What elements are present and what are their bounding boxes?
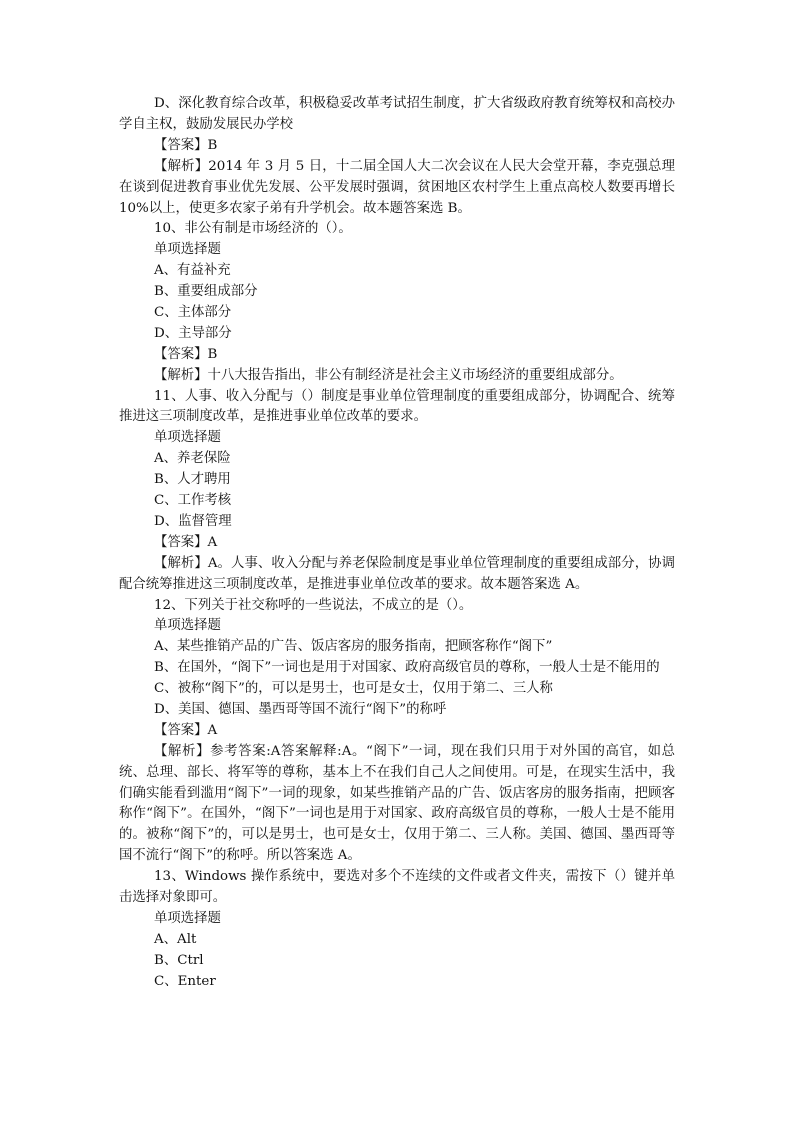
q10-option-a: A、有益补充 — [154, 263, 231, 279]
q9-analysis: 【解析】2014 年 3 月 5 日，十二届全国人大二次会议在人民大会堂开幕，李克强总理在谈到促进教育事业优先发展、公平发展时强调，贫困地区农村学生上重点高校人数要再增长 10%以上，使更多农家子弟有升学机会。故本题答案选 B。 — [119, 158, 675, 216]
q12-option-b: B、在国外，“阁下”一词也是用于对国家、政府高级官员的尊称，一般人士是不能用的 — [154, 660, 660, 676]
q13-option-b: B、Ctrl — [154, 952, 204, 968]
q12-analysis: 【解析】参考答案:A答案解释:A。“阁下”一词，现在我们只用于对外国的高官，如总统、总理、部长、将军等的尊称，基本上不在我们自己人之间使用。可是，在现实生活中，我们确实能看到滥用“阁下”一词的现象，如某些推销产品的广告、饭店客房的服务指南，把顾客称作“阁下”。在国外，“阁下”一词也是用于对国家、政府高级官员的尊称，一般人士是不能用的。被称“阁下”的，可以是男士，也可是女士，仅用于第二、三人称。美国、德国、墨西哥等国不流行“阁下”的称呼。所以答案选 A。 — [119, 743, 675, 864]
q10-option-b: B、重要组成部分 — [154, 284, 258, 300]
q11-answer: 【答案】A — [154, 534, 218, 550]
q13-option-a: A、Alt — [154, 931, 197, 947]
q9-answer: 【答案】B — [154, 137, 218, 153]
q10-type: 单项选择题 — [154, 242, 221, 258]
q9-option-d: D、深化教育综合改革，积极稳妥改革考试招生制度，扩大省级政府教育统筹权和高校办学自主权，鼓励发展民办学校 — [119, 96, 675, 132]
q11-type: 单项选择题 — [154, 430, 221, 446]
q12-type: 单项选择题 — [154, 618, 221, 634]
q11-analysis: 【解析】A。人事、收入分配与养老保险制度是事业单位管理制度的重要组成部分，协调配合统筹推进这三项制度改革，是推进事业单位改革的要求。故本题答案选 A。 — [119, 555, 675, 592]
q10-option-d: D、主导部分 — [154, 325, 232, 341]
q13-type: 单项选择题 — [154, 911, 221, 927]
q13-option-c: C、Enter — [154, 973, 216, 989]
q11-option-a: A、养老保险 — [154, 451, 231, 467]
q13-question: 13、Windows 操作系统中，要选对多个不连续的文件或者文件夹，需按下（）键并单击选择对象即可。 — [119, 869, 675, 906]
q12-option-c: C、被称“阁下”的，可以是男士，也可是女士，仅用于第二、三人称 — [154, 681, 553, 697]
q12-question: 12、下列关于社交称呼的一些说法，不成立的是（）。 — [154, 597, 473, 613]
document-page — [119, 94, 675, 993]
q10-analysis: 【解析】十八大报告指出，非公有制经济是社会主义市场经济的重要组成部分。 — [154, 367, 623, 383]
q12-answer: 【答案】A — [154, 722, 218, 738]
q11-option-c: C、工作考核 — [154, 493, 232, 509]
q12-option-a: A、某些推销产品的广告、饭店客房的服务指南，把顾客称作“阁下” — [154, 639, 553, 655]
q10-option-c: C、主体部分 — [154, 304, 232, 320]
q11-option-d: D、监督管理 — [154, 513, 232, 529]
q10-question: 10、非公有制是市场经济的（）。 — [154, 221, 352, 237]
q11-option-b: B、人才聘用 — [154, 472, 231, 488]
q11-question: 11、人事、收入分配与（）制度是事业单位管理制度的重要组成部分，协调配合、统筹推进这三项制度改革，是推进事业单位改革的要求。 — [119, 388, 675, 425]
q12-option-d: D、美国、德国、墨西哥等国不流行“阁下”的称呼 — [154, 701, 447, 717]
q10-answer: 【答案】B — [154, 346, 218, 362]
